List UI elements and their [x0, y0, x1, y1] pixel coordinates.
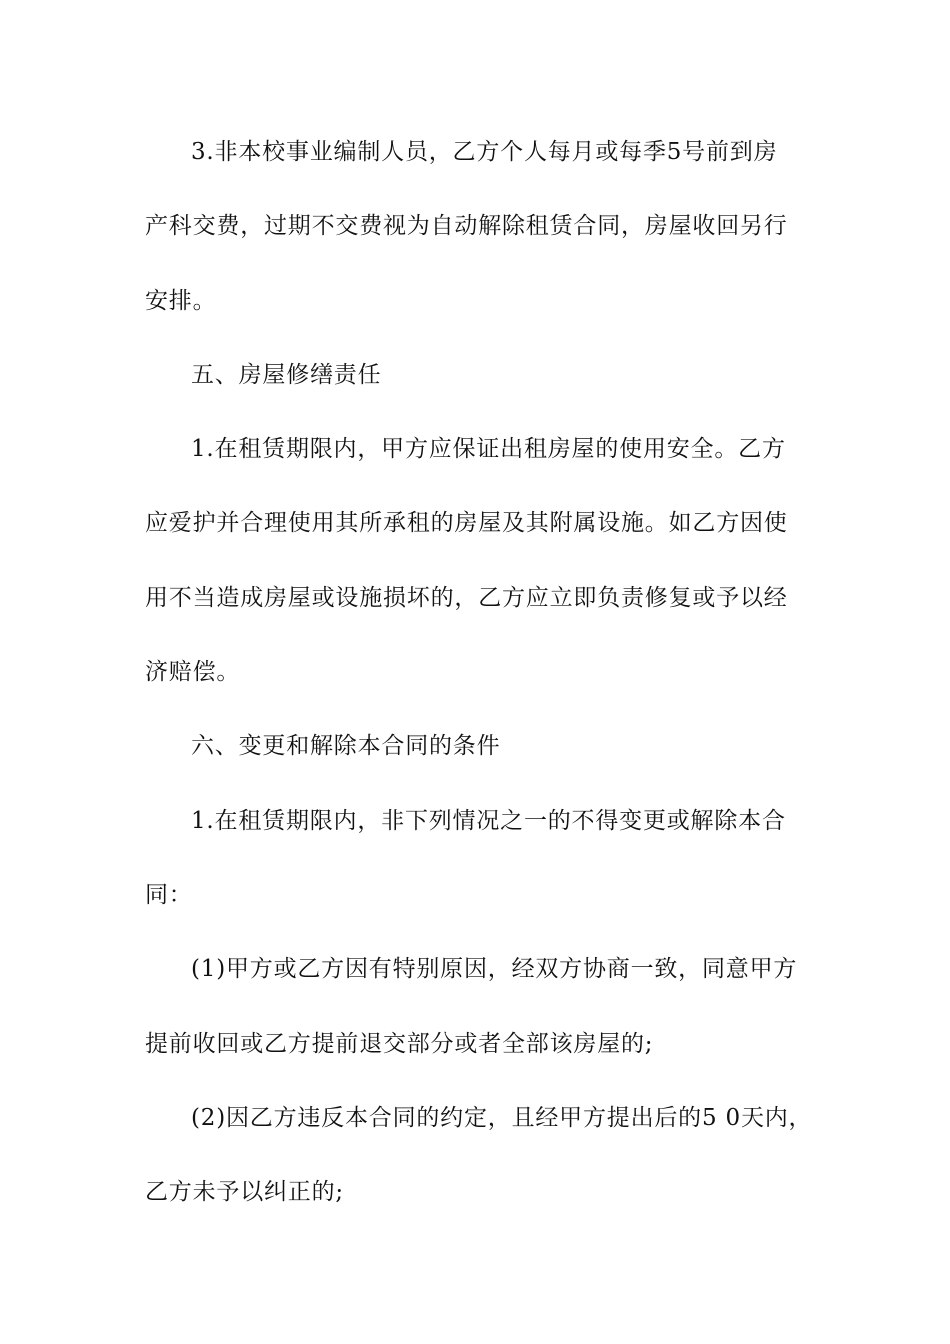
list-item-line: (1)甲方或乙方因有特别原因，经双方协商一致，同意甲方 — [191, 956, 798, 983]
paragraph-line: 济赔偿。 — [145, 659, 241, 686]
list-item-line: (2)因乙方违反本合同的约定，且经甲方提出后的5 0天内， — [191, 1104, 813, 1131]
paragraph-line: 1.在租赁期限内，非下列情况之一的不得变更或解除本合 — [191, 807, 786, 834]
list-item-line: 提前收回或乙方提前退交部分或者全部该房屋的; — [145, 1030, 654, 1057]
paragraph-line: 应爱护并合理使用其所承租的房屋及其附属设施。如乙方因使 — [145, 510, 788, 537]
list-item-line: 乙方未予以纠正的; — [145, 1179, 344, 1206]
paragraph-line: 安排。 — [145, 287, 217, 314]
paragraph-line: 产科交费，过期不交费视为自动解除租赁合同，房屋收回另行 — [145, 213, 788, 240]
paragraph-line: 3.非本校事业编制人员，乙方个人每月或每季5号前到房 — [191, 139, 778, 165]
paragraph-line: 同： — [145, 881, 193, 908]
document-body — [145, 127, 813, 1241]
section-heading: 五、房屋修缮责任 — [191, 361, 382, 388]
paragraph-line: 用不当造成房屋或设施损坏的，乙方应立即负责修复或予以经 — [145, 584, 788, 611]
section-heading: 六、变更和解除本合同的条件 — [191, 733, 501, 760]
paragraph-line: 1.在租赁期限内，甲方应保证出租房屋的使用安全。乙方 — [191, 436, 786, 463]
